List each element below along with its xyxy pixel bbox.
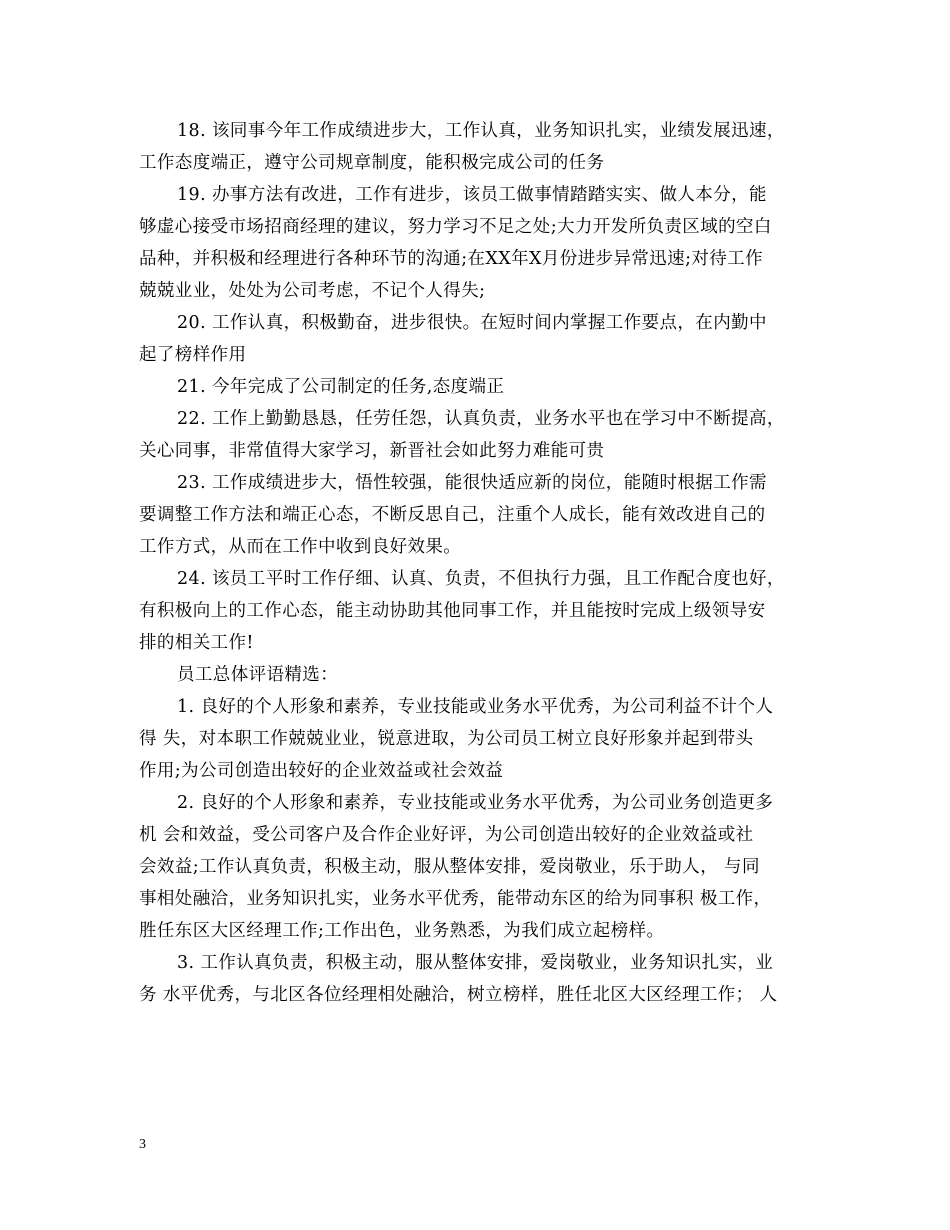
paragraph-line: 起了榜样作用 xyxy=(139,345,247,365)
paragraph-line: 2. 良好的个人形象和素养，专业技能或业务水平优秀，为公司业务创造更多 xyxy=(177,793,774,813)
paragraph xyxy=(139,403,829,467)
document-body xyxy=(139,115,829,1011)
paragraph-line: 员工总体评语精选： xyxy=(177,665,339,685)
paragraph-line: 19. 办事方法有改进，工作有进步，该员工做事情踏踏实实、做人本分，能 xyxy=(177,185,767,205)
paragraph-line: 作用;为公司创造出较好的企业效益或社会效益 xyxy=(139,761,504,781)
paragraph-line: 品种，并积极和经理进行各种环节的沟通;在XX年X月份进步异常迅速;对待工作 xyxy=(139,249,763,269)
paragraph xyxy=(139,659,829,691)
paragraph xyxy=(139,467,829,563)
paragraph-line: 得 失，对本职工作兢兢业业，锐意进取，为公司员工树立良好形象并起到带头 xyxy=(139,729,754,749)
paragraph-line: 24. 该员工平时工作仔细、认真、负责，不但执行力强，且工作配合度也好， xyxy=(177,569,785,589)
paragraph-line: 会效益;工作认真负责，积极主动，服从整体安排，爱岗敬业，乐于助人， 与同 xyxy=(139,857,760,877)
paragraph-line: 要调整工作方法和端正心态，不断反思自己，注重个人成长，能有效改进自己的 xyxy=(139,505,766,525)
paragraph-line: 20. 工作认真，积极勤奋，进步很快。在短时间内掌握工作要点，在内勤中 xyxy=(177,313,767,333)
paragraph-line: 机 会和效益，受公司客户及合作企业好评，为公司创造出较好的企业效益或社 xyxy=(139,825,754,845)
paragraph-line: 关心同事，非常值得大家学习，新晋社会如此努力难能可贵 xyxy=(139,441,605,461)
paragraph-line: 3. 工作认真负责，积极主动，服从整体安排，爱岗敬业，业务知识扎实，业 xyxy=(177,953,774,973)
paragraph xyxy=(139,787,829,947)
paragraph-line: 工作方式，从而在工作中收到良好效果。 xyxy=(139,537,462,557)
paragraph xyxy=(139,563,829,659)
paragraph-line: 21. 今年完成了公司制定的任务,态度端正 xyxy=(177,377,505,397)
paragraph-line: 1. 良好的个人形象和素养，专业技能或业务水平优秀，为公司利益不计个人 xyxy=(177,697,774,717)
paragraph-line: 排的相关工作! xyxy=(139,633,254,653)
paragraph-line: 务 水平优秀，与北区各位经理相处融洽，树立榜样，胜任北区大区经理工作； 人 xyxy=(139,985,778,1005)
paragraph xyxy=(139,947,829,1011)
paragraph xyxy=(139,179,829,307)
paragraph-line: 23. 工作成绩进步大，悟性较强，能很快适应新的岗位，能随时根据工作需 xyxy=(177,473,767,493)
paragraph-line: 兢兢业业，处处为公司考虑，不记个人得失; xyxy=(139,281,486,301)
paragraph-line: 22. 工作上勤勤恳恳，任劳任怨，认真负责，业务水平也在学习中不断提高， xyxy=(177,409,785,429)
paragraph-line: 胜任东区大区经理工作;工作出色，业务熟悉，为我们成立起榜样。 xyxy=(139,921,665,941)
paragraph-line: 工作态度端正，遵守公司规章制度，能积极完成公司的任务 xyxy=(139,153,605,173)
paragraph-line: 事相处融洽，业务知识扎实，业务水平优秀，能带动东区的给为同事积 极工作， xyxy=(139,889,772,909)
paragraph xyxy=(139,691,829,787)
paragraph xyxy=(139,307,829,371)
paragraph xyxy=(139,115,829,179)
paragraph-line: 18. 该同事今年工作成绩进步大，工作认真，业务知识扎实，业绩发展迅速， xyxy=(177,121,785,141)
paragraph-line: 有积极向上的工作心态，能主动协助其他同事工作，并且能按时完成上级领导安 xyxy=(139,601,766,621)
page-number: 3 xyxy=(139,1137,146,1152)
paragraph xyxy=(139,371,829,403)
paragraph-line: 够虚心接受市场招商经理的建议，努力学习不足之处;大力开发所负责区域的空白 xyxy=(139,217,772,237)
